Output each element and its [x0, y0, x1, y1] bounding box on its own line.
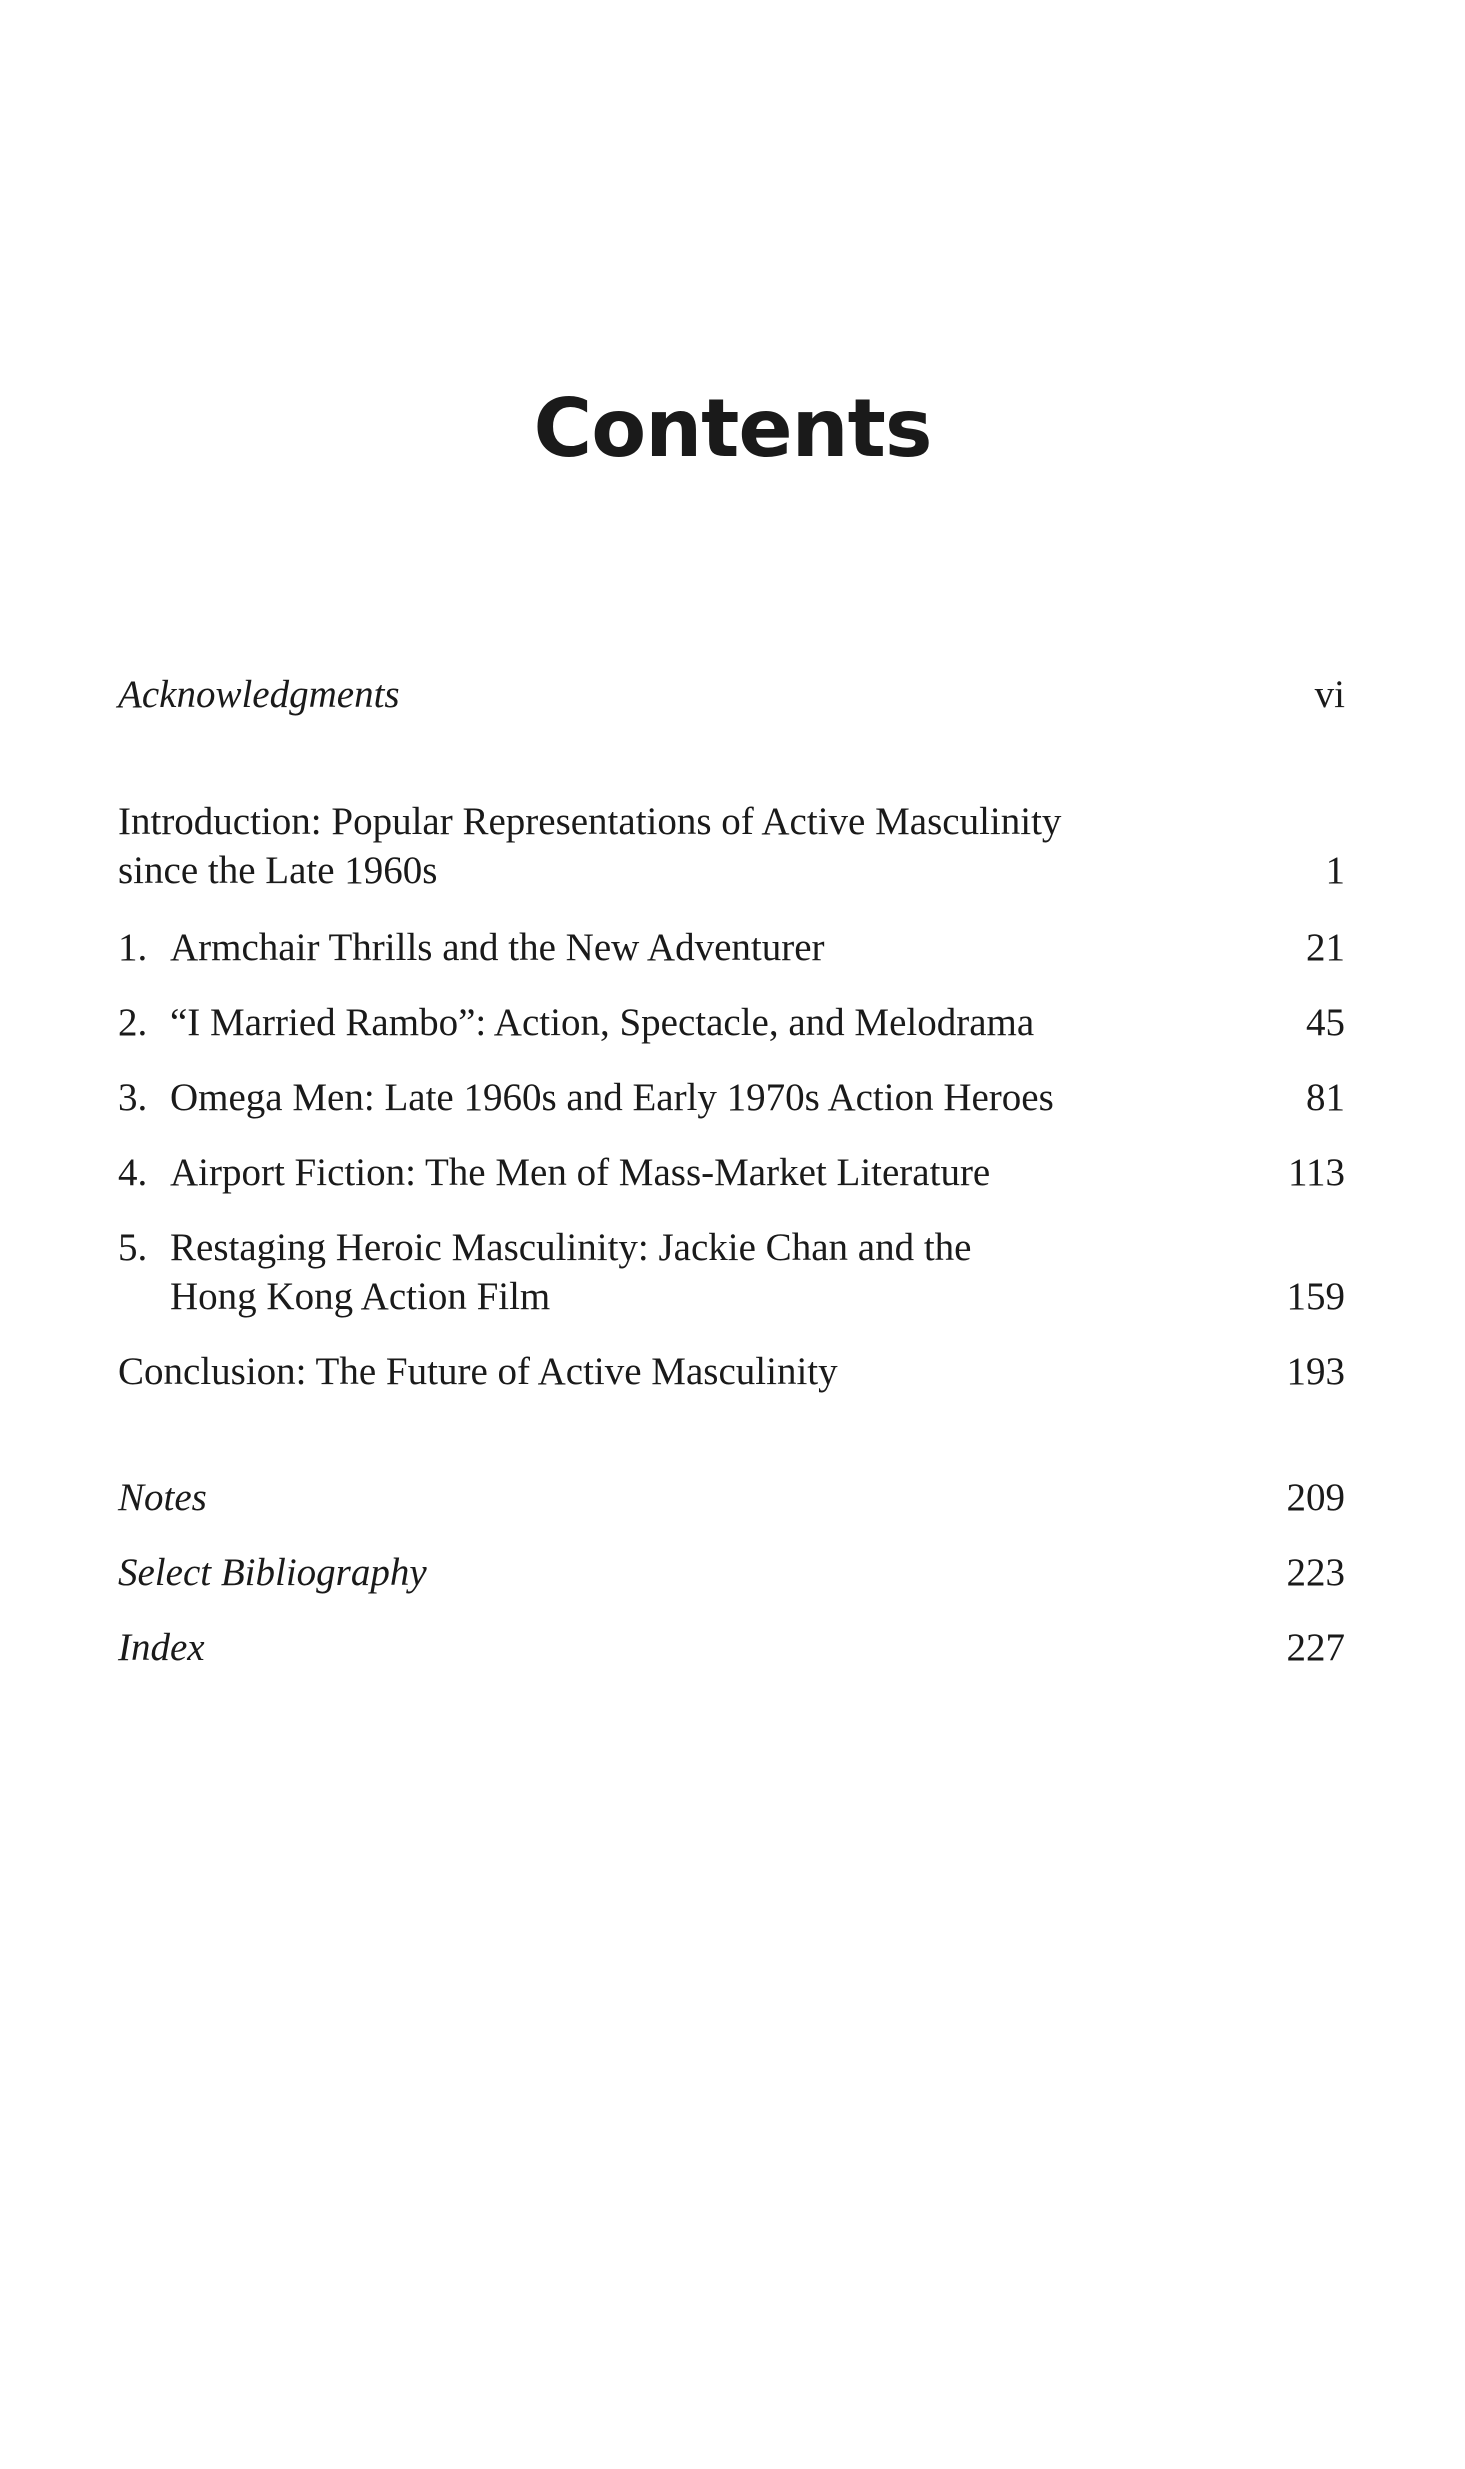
toc-entry-chapter-1[interactable] — [118, 923, 1345, 972]
chapter-title: “I Married Rambo”: Action, Spectacle, and Melodrama — [170, 1001, 1035, 1044]
toc-entry-introduction[interactable] — [118, 797, 1345, 895]
toc-entry-label — [118, 1223, 1168, 1321]
toc-entry-label-line: Introduction: Popular Representations of Active Masculinity — [118, 800, 1062, 843]
chapter-number: 1. — [118, 926, 148, 969]
toc-entry-conclusion[interactable] — [118, 1347, 1345, 1396]
toc-page-number: vi — [1314, 673, 1345, 716]
toc-entry-chapter-4[interactable] — [118, 1148, 1345, 1197]
toc-entry-label — [118, 923, 1168, 972]
chapter-title: Restaging Heroic Masculinity: Jackie Chan and the — [170, 1226, 972, 1269]
toc-page-number: 81 — [1306, 1076, 1345, 1119]
chapter-number: 3. — [118, 1076, 148, 1119]
chapter-title: Omega Men: Late 1960s and Early 1970s Action Heroes — [170, 1076, 1054, 1119]
chapter-title-continued: Hong Kong Action Film — [170, 1275, 551, 1318]
toc-page-number: 21 — [1306, 926, 1345, 969]
toc-page-number: 223 — [1286, 1551, 1345, 1594]
toc-entry-label: Acknowledgments — [118, 673, 400, 716]
toc-entry-notes[interactable] — [118, 1473, 1345, 1522]
chapter-title: Airport Fiction: The Men of Mass-Market Literature — [170, 1151, 991, 1194]
toc-entry-label — [118, 1073, 1168, 1122]
toc-page-number: 159 — [1286, 1275, 1345, 1318]
toc-page-number: 193 — [1286, 1350, 1345, 1393]
chapter-title: Armchair Thrills and the New Adventurer — [170, 926, 825, 969]
toc-page-number: 1 — [1325, 849, 1345, 892]
chapter-number: 2. — [118, 1001, 148, 1044]
toc-entry-select-bibliography[interactable] — [118, 1548, 1345, 1597]
toc-page-number: 209 — [1286, 1476, 1345, 1519]
toc-page-number: 113 — [1287, 1151, 1345, 1194]
toc-entry-label: Index — [118, 1626, 205, 1669]
toc-entry-label: Select Bibliography — [118, 1551, 427, 1594]
chapter-number: 4. — [118, 1151, 148, 1194]
toc-entry-chapter-3[interactable] — [118, 1073, 1345, 1122]
toc-entry-label: Notes — [118, 1476, 207, 1519]
toc-entry-chapter-5[interactable] — [118, 1223, 1345, 1321]
toc-entry-label — [118, 797, 1168, 895]
toc-entry-chapter-2[interactable] — [118, 998, 1345, 1047]
toc-entry-acknowledgments[interactable] — [118, 670, 1345, 719]
page-title: Contents — [533, 381, 932, 475]
toc-entry-index[interactable] — [118, 1623, 1345, 1672]
toc-entry-label: Conclusion: The Future of Active Masculinity — [118, 1350, 838, 1393]
toc-entry-label-line: since the Late 1960s — [118, 849, 438, 892]
chapter-number: 5. — [118, 1226, 148, 1269]
toc-entry-label — [118, 998, 1168, 1047]
toc-page-number: 45 — [1306, 1001, 1345, 1044]
toc-entry-label — [118, 1148, 1168, 1197]
toc-page-number: 227 — [1286, 1626, 1345, 1669]
